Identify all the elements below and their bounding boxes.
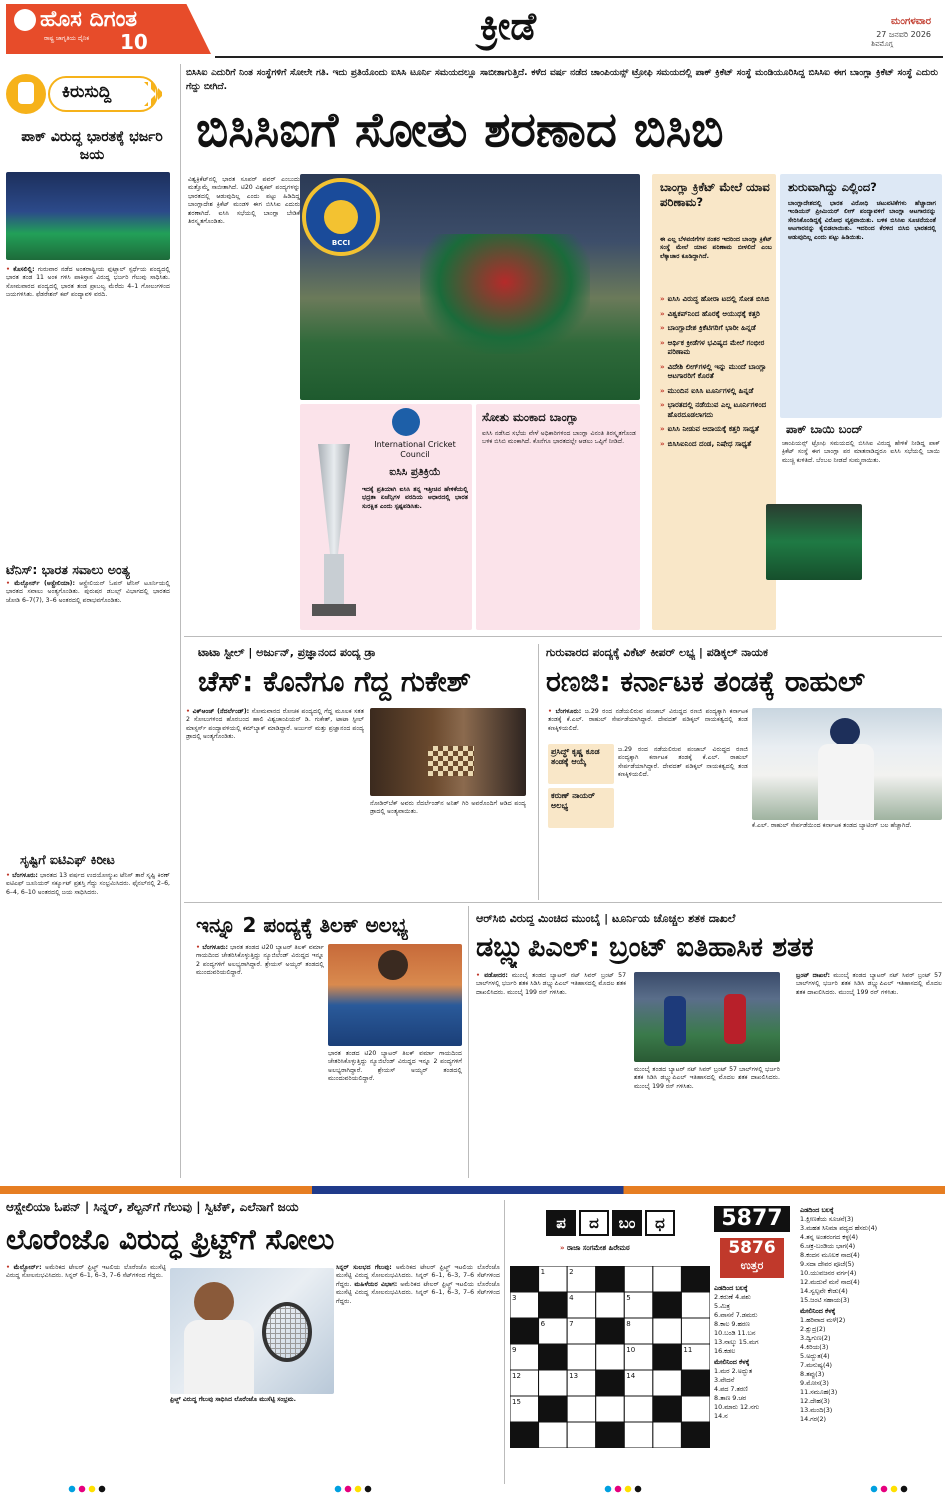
grid-number: 14 — [626, 1372, 636, 1380]
grid-number: 11 — [683, 1346, 693, 1354]
story-text: ಮುಂಬೈ ತಂಡದ ಬ್ಯಾಟರ್ ನಟ್ ಸಿವರ್ ಬ್ರಂಟ್ 57 ಬಾಲ್‌ಗಳಲ್ಲಿ ಭರ್ಜರಿ ಶತಕ ಸಿಡಿಸಿ ಡಬ್ಲ್ಯುಪಿಎಲ್ ಇತಿಹಾಸದಲ್ಲಿ ಮೊದಲ ಶತಕ ದಾಖಲಿಸಿದರು. ಮುಂಬೈ 199 ರನ್ ಗಳಿಸಿತು. — [796, 972, 942, 996]
dateline: ಮೆಲ್ಬೋರ್ನ್ (ಆಸ್ಟ್ರೇಲಿಯಾ): — [14, 580, 75, 587]
grid-cell[interactable] — [624, 1422, 653, 1448]
clue-down: 2.ಕ್ಷುದ್ರ(2) — [800, 1325, 826, 1333]
grid-block-cell — [596, 1422, 625, 1448]
pakistan-team-photo — [766, 504, 862, 580]
grid-block-cell — [539, 1292, 568, 1318]
grid-number: 5 — [626, 1294, 631, 1302]
clues-down-list — [800, 1316, 942, 1424]
logo-text: ಹೊಸ ದಿಗಂತ — [40, 7, 138, 32]
clue-down: 1.ಹರಿವಾದ ಮಳೆ(2) — [800, 1316, 846, 1324]
clues-across-title: ಎಡದಿಂದ ಬಲಕ್ಕೆ — [800, 1206, 834, 1214]
solution-down: 3.ವೇದನೆ — [714, 1376, 735, 1384]
ranji-headline: ರಣಜಿ: ಕರ್ನಾಟಕ ತಂಡಕ್ಕೆ ರಾಹುಲ್ — [546, 665, 866, 698]
clue-down: 8.ತಪ್ಪು(3) — [800, 1370, 825, 1378]
story-text: ಅಮೆರಿಕದ ಟೇಲರ್ ಫ್ರಿಟ್ಜ್ ಇಟಲಿಯ ಲೊರೆಂಜೊ ಮುಸೆಟ್ಟಿ ವಿರುದ್ಧ ಸೋಲನುಭವಿಸಿದರು. ಸಿನ್ನರ್ 6–1, 6–3, 7–6 ಸೆಟ್‌ಗಳಿಂದ ಗೆದ್ದರು. — [336, 1264, 500, 1288]
impact-point-text: ಬಿಸಿಸಿಐನಿಂದ ದಂಡ, ನಿಷೇಧ ಸಾಧ್ಯತೆ — [667, 438, 752, 448]
sol-across-list — [714, 1293, 796, 1356]
puzzle-title-char: ಧ — [645, 1210, 675, 1236]
dateline: ವಡೋದರ: — [484, 972, 508, 979]
tilak-body-2: ಭಾರತ ತಂಡದ ಟಿ20 ಬ್ಯಾಟರ್ ತಿಲಕ್ ವರ್ಮಾ ಗಾಯದಿಂದ ಚೇತರಿಸಿಕೊಳ್ಳುತ್ತಿದ್ದು ನ್ಯೂಜಿಲೆಂಡ್ ವಿರುದ್ಧದ ಇನ್ನೂ 2 ಪಂದ್ಯಗಳಿಗೆ ಅಲಭ್ಯರಾಗಿದ್ದಾರೆ. ಶ್ರೇಯಸ್ ಅಯ್ಯರ್ ತಂಡದಲ್ಲಿ ಮುಂದುವರಿಯಲಿದ್ದಾರೆ. — [328, 1050, 462, 1083]
sotu-box — [476, 404, 640, 630]
clue-down: 7.ಮನುಷ್ಯ(4) — [800, 1361, 833, 1369]
solution-across: 2.ಕರುಣೆ 4.ಪಶು — [714, 1293, 751, 1301]
bullet-arrow-icon: » — [660, 308, 665, 318]
chess-caption: ನೋಡಿರ್‌ಬೆಕ್ ಅವರು ನೆದರ್ಲೆಂಡ್‌ನ ಅನಿಶ್ ಗಿರಿ ಅವರೊಂದಿಗೆ ಆಡಿದ ಪಂದ್ಯ ಡ್ರಾದಲ್ಲಿ ಅಂತ್ಯವಾಯಿತು. — [370, 800, 526, 816]
story-body: • ಕೊಸಲಿಲ್ಲಿ: ಗುರುವಾರ ನಡೆದ ಅಂತರಾಷ್ಟ್ರೀಯ ಫುಟ್ಬಾಲ್ ಸ್ಪರ್ಧೆಯ ಪಂದ್ಯದಲ್ಲಿ ಭಾರತ ತಂಡ 11 ಅಂಕ ಗಳಿಸಿ ಪಾಕಿಸ್ತಾನ ವಿರುದ್ಧ ಭರ್ಜರಿ ಗೆಲುವು ಸಾಧಿಸಿತು. ಸೋಮವಾರದ ಪಂದ್ಯದಲ್ಲಿ ಭಾರತ ತಂಡ ಪ್ರಾಬಲ್ಯ ಮೆರೆದು 4–1 ಗೋಲುಗಳಿಂದ ಜಯಗಳಿಸಿತು. ಫೆಡರೇಶನ್ ಕಪ್ ಪಂದ್ಯಾವಳಿ ವರದಿ. — [6, 266, 170, 299]
ranji-body: • ಬೆಂಗಳೂರು: ಜ.29 ರಂದ ನಡೆಯಲಿರುವ ಪಂಜಾಬ್ ವಿರುದ್ಧದ ರಣಜಿ ಪಂದ್ಯಕ್ಕಾಗಿ ಕರ್ನಾಟಕ ತಂಡಕ್ಕೆ ಕೆ.ಎಲ್. ರಾಹುಲ್ ಸೇರ್ಪಡೆಯಾಗಿದ್ದಾರೆ. ದೇವದತ್ ಪಡಿಕ್ಕಲ್ ನಾಯಕತ್ವದಲ್ಲಿ ತಂಡ ಕಣಕ್ಕಿಳಿಯಲಿದೆ. — [548, 708, 748, 732]
chess-body: • ವಿಕ್‌ಆಂಜ್ (ನೆದರ್ಲೆಂಡ್): ಸೋಮವಾರದ ರೋಚಕ ಪಂದ್ಯದಲ್ಲಿ ಗೆದ್ದ ಮೂಲಕ ಸತತ 2 ಸೋಲುಗಳಿಂದ ಹೊರಬಂದ ಹಾಲಿ ವಿಶ್ವಚಾಂಪಿಯನ್ ಡಿ. ಗುಕೇಶ್, ಟಾಟಾ ಸ್ಟೀಲ್ ಮಾಸ್ಟರ್ಸ್ ಪಂದ್ಯಾವಳಿಯಲ್ಲಿ ಕಮ್‌ಬ್ಯಾಕ್ ಮಾಡಿದ್ದಾರೆ. ಅರ್ಜುನ್ ಮತ್ತು ಪ್ರಜ್ಞಾನಂದ ಪಂದ್ಯ ಡ್ರಾದಲ್ಲಿ ಅಂತ್ಯಗೊಂಡಿತು. — [186, 708, 364, 741]
tilak-photo — [328, 944, 462, 1046]
grid-number: 4 — [569, 1294, 574, 1302]
ranji-kicker: ಗುರುವಾರದ ಪಂದ್ಯಕ್ಕೆ ವಿಕೆಟ್ ಕೀಪರ್ ಲಭ್ಯ | ಪಡಿಕ್ಕಲ್ ನಾಯಕ — [546, 646, 769, 659]
clue-across: 6.ಚಕ್ರ-ಬಂಡಿಯ ಭಾಗ(4) — [800, 1242, 856, 1250]
impact-point-text: ಬಾಂಗ್ಲಾದೇಶ ಕ್ರಿಕೆಟಿಗರಿಗೆ ಭಾರೀ ಹಿನ್ನಡೆ — [667, 323, 756, 332]
bcci-logo-text: BCCI — [331, 239, 351, 247]
grid-number: 10 — [626, 1346, 636, 1354]
pak-heading: ಪಾಕ್ ಬಾಯಿ ಬಂದ್ — [786, 422, 863, 436]
puzzle-title — [546, 1210, 682, 1236]
clue-down: 11.ಸಮೂಹ(3) — [800, 1388, 838, 1396]
story-text: ಸೋಮವಾರದ ರೋಚಕ ಪಂದ್ಯದಲ್ಲಿ ಗೆದ್ದ ಮೂಲಕ ಸತತ 2 ಸೋಲುಗಳಿಂದ ಹೊರಬಂದ ಹಾಲಿ ವಿಶ್ವಚಾಂಪಿಯನ್ ಡಿ. ಗುಕೇಶ್, ಟಾಟಾ ಸ್ಟೀಲ್ ಮಾಸ್ಟರ್ಸ್ ಪಂದ್ಯಾವಳಿಯಲ್ಲಿ ಕಮ್‌ಬ್ಯಾಕ್ ಮಾಡಿದ್ದಾರೆ. ಅರ್ಜುನ್ ಮತ್ತು ಪ್ರಜ್ಞಾನಂದ ಪಂದ್ಯ ಡ್ರಾದಲ್ಲಿ ಅಂತ್ಯಗೊಂಡಿತು. — [186, 708, 364, 741]
wpl-kicker: ಆರ್‌ಸಿಬಿ ವಿರುದ್ಧ ಮಿಂಚಿದ ಮುಂಬೈ | ಟೂರ್ನಿಯ ಚೊಚ್ಚಲ ಶತಕ ದಾಖಲೆ — [476, 912, 736, 925]
grid-cell[interactable] — [567, 1422, 596, 1448]
story-headline: ಟೆನಿಸ್: ಭಾರತ ಸವಾಲು ಅಂತ್ಯ — [6, 562, 130, 577]
puzzle-title-char: ಬಂ — [612, 1210, 642, 1236]
puzzle-title-chars — [546, 1210, 682, 1236]
bullet-arrow-icon: » — [660, 400, 665, 409]
impact-point — [660, 338, 774, 357]
impact-point-text: ಐಸಿಸಿ ನೀಡುವ ಆದಾಯಕ್ಕೆ ಕತ್ತರಿ ಸಾಧ್ಯತೆ — [667, 424, 759, 433]
impact-point — [660, 323, 774, 333]
grid-cell[interactable] — [596, 1292, 625, 1318]
masthead-day: ಮಂಗಳವಾರ — [890, 16, 931, 27]
ranji-box-1 — [548, 744, 614, 784]
story-text: ಭಾರತ ತಂಡದ ಟಿ20 ಬ್ಯಾಟರ್ ತಿಲಕ್ ವರ್ಮಾ ಗಾಯದಿಂದ ಚೇತರಿಸಿಕೊಳ್ಳುತ್ತಿದ್ದು ನ್ಯೂಜಿಲೆಂಡ್ ವಿರುದ್ಧದ ಇನ್ನೂ 2 ಪಂದ್ಯಗಳಿಗೆ ಅಲಭ್ಯರಾಗಿದ್ದಾರೆ. ಶ್ರೇಯಸ್ ಅಯ್ಯರ್ ತಂಡದಲ್ಲಿ ಮುಂದುವರಿಯಲಿದ್ದಾರೆ. — [196, 944, 324, 977]
grid-number: 13 — [569, 1372, 579, 1380]
bullet-arrow-icon: » — [660, 337, 665, 347]
grid-block-cell — [653, 1292, 682, 1318]
icc-body: ಇದಕ್ಕೆ ಪ್ರತಿಯಾಗಿ ಐಸಿಸಿ ತನ್ನ ಇತ್ತೀಚಿನ ಹೇಳಿಕೆಯಲ್ಲಿ ಭದ್ರತಾ ಏಜೆನ್ಸಿಗಳ ವರದಿಯ ಆಧಾರದಲ್ಲಿ ಭಾರತ ಸುರಕ್ಷಿತ ಎಂದು ಸ್ಪಷ್ಟಪಡಿಸಿತು. — [362, 486, 468, 510]
kirusuddi-column — [4, 64, 176, 1178]
grid-number: 8 — [626, 1320, 631, 1328]
grid-block-cell — [596, 1318, 625, 1344]
pak-body-top: ಚಾಂಪಿಯನ್ಸ್ ಟ್ರೋಫಿ ಸಮಯದಲ್ಲಿ ಬಿಸಿಸಿಐ ವಿರುದ್ಧ ಹೇಳಿಕೆ ನೀಡಿದ್ದ ಪಾಕ್ ಕ್ರಿಕೆಟ್ ಸಂಸ್ಥೆ ಈಗ ಬಾಂಗ್ಲಾ ಪರ ಮಾತನಾಡಿದ್ದರೂ ಐಸಿಸಿ ಸಭೆಯಲ್ಲಿ ಬಾಯಿ ಮುಚ್ಚಿ ಕುಳಿತಿದೆ. ಬೆಂಬಲ ನೀಡದೆ ಸುಮ್ಮನಾಯಿತು. — [782, 440, 940, 464]
tennis-body: • ಮೆಲ್ಬೋರ್ನ್: ಅಮೆರಿಕದ ಟೇಲರ್ ಫ್ರಿಟ್ಜ್ ಇಟಲಿಯ ಲೊರೆಂಜೊ ಮುಸೆಟ್ಟಿ ವಿರುದ್ಧ ಸೋಲನುಭವಿಸಿದರು. ಸಿನ್ನರ್ 6–1, 6–3, 7–6 ಸೆಟ್‌ಗಳಿಂದ ಗೆದ್ದರು. — [6, 1264, 166, 1280]
impact-point-text: ವಿದೇಶಿ ಲೀಗ್‌ಗಳಲ್ಲಿ ಇನ್ನು ಮುಂದೆ ಬಾಂಗ್ಲಾ ಆಟಗಾರರಿಗೆ ಕೊರತೆ — [667, 361, 767, 380]
solution-across: 6.ವಾಸನೆ 7.ಡಮರು — [714, 1311, 758, 1319]
clue-across: 9.ಸದಾ ದೇವರ ಪೂಜೆ(5) — [800, 1260, 855, 1268]
clue-across: 15.ಜಂಟಿ ಸಹಾಯ(3) — [800, 1296, 850, 1304]
rahul-photo — [752, 708, 942, 820]
section-title: ಕ್ರೀಡೆ — [480, 4, 537, 48]
wpl-subhead: ಬ್ರಂಟ್ ದಾಖಲೆ: — [796, 972, 831, 979]
grid-cell[interactable] — [681, 1318, 710, 1344]
ranji-box-2 — [548, 788, 614, 828]
grid-block-cell — [539, 1344, 568, 1370]
solution-down: 8.ತಾಣ 9.ಚರ — [714, 1394, 747, 1402]
clue-across: 14.ಸ್ವಲ್ಪವೇ ಕೇಡು(4) — [800, 1287, 848, 1295]
grid-number: 15 — [512, 1398, 521, 1406]
solution-down: 14.ನ — [714, 1412, 728, 1420]
icc-heading: ಐಸಿಸಿ ಪ್ರತಿಕ್ರಿಯೆ — [389, 466, 441, 478]
grid-block-cell — [596, 1266, 625, 1292]
chess-kicker: ಟಾಟಾ ಸ್ಟೀಲ್ | ಅರ್ಜುನ್, ಪ್ರಜ್ಞಾನಂದ ಪಂದ್ಯ ಡ್ರಾ — [198, 646, 376, 659]
dateline: ಮೆಲ್ಬೋರ್ನ್: — [13, 1264, 42, 1271]
impact-point-text: ಮುಂದಿನ ಐಸಿಸಿ ಟೂರ್ನಿಗಳಲ್ಲಿ ಹಿನ್ನಡೆ — [667, 385, 754, 395]
solution-across: 8.ಕಾಲ 9.ಹರಣ — [714, 1320, 750, 1328]
solution-down: 4.ಪದ 7.ತರಣಿ — [714, 1385, 748, 1393]
sol-across-title: ಎಡದಿಂದ ಬಲಕ್ಕೆ — [714, 1284, 748, 1292]
dateline: ಬೆಂಗಳೂರು: — [12, 872, 38, 879]
tennis-caption: ಫ್ರಿಟ್ಜ್ ವಿರುದ್ಧ ಗೆಲುವು ಸಾಧಿಸಿದ ಲೊರೆಂಜೊ ಮುಸೆಟ್ಟಿ ಸಂಭ್ರಮ. — [170, 1396, 296, 1403]
impact-point — [660, 362, 774, 381]
grid-block-cell — [681, 1370, 710, 1396]
dateline: ಬೆಂಗಳೂರು: — [555, 708, 582, 715]
clue-down: 12.ದೇಹ(3) — [800, 1397, 830, 1405]
puzzle-title-char: ದ — [579, 1210, 609, 1236]
solution-down: 1.ಮರ 2.ಅದ್ಭುತ — [714, 1367, 753, 1375]
clue-across: 12.ಮದುವೆ ಮನೆ ನಾದ(4) — [800, 1278, 860, 1286]
story-text: ಗುರುವಾರ ನಡೆದ ಅಂತರಾಷ್ಟ್ರೀಯ ಫುಟ್ಬಾಲ್ ಸ್ಪರ್ಧೆಯ ಪಂದ್ಯದಲ್ಲಿ ಭಾರತ ತಂಡ 11 ಅಂಕ ಗಳಿಸಿ ಪಾಕಿಸ್ತಾನ ವಿರುದ್ಧ ಭರ್ಜರಿ ಗೆಲುವು ಸಾಧಿಸಿತು. ಸೋಮವಾರದ ಪಂದ್ಯದಲ್ಲಿ ಭಾರತ ತಂಡ ಪ್ರಾಬಲ್ಯ ಮೆರೆದು 4–1 ಗೋಲುಗಳಿಂದ ಜಯಗಳಿಸಿತು. ಫೆಡರೇಶನ್ ಕಪ್ ಪಂದ್ಯಾವಳಿ ವರದಿ. — [6, 266, 170, 299]
grid-cell[interactable] — [567, 1344, 596, 1370]
impact-heading: ಬಾಂಗ್ಲಾ ಕ್ರಿಕೆಟ್ ಮೇಲೆ ಯಾವ ಪರಿಣಾಮ? — [660, 180, 770, 209]
sol-down-list — [714, 1367, 796, 1421]
sotu-body: ಐಸಿಸಿ ನಡೆಸಿದ ಸಭೆಯ ವೇಳೆ ಅಧಿಕಾರಿಗಳಿಂದ ಬಾಂಗ್ಲಾ ವಿನಂತಿ ತಿರಸ್ಕೃತಗೊಂಡ ಬಳಿಕ ಬಿಸಿಬಿ ಮಂಕಾಗಿದೆ. ಕೊನೆಗೂ ಭಾರತದಲ್ಲೇ ಆಡಲು ಒಪ್ಪಿಗೆ ನೀಡಿದೆ. — [482, 430, 636, 446]
grid-cell[interactable] — [653, 1370, 682, 1396]
story-text: ಮುಂಬೈ ತಂಡದ ಬ್ಯಾಟರ್ ನಟ್ ಸಿವರ್ ಬ್ರಂಟ್ 57 ಬಾಲ್‌ಗಳಲ್ಲಿ ಭರ್ಜರಿ ಶತಕ ಸಿಡಿಸಿ ಡಬ್ಲ್ಯುಪಿಎಲ್ ಇತಿಹಾಸದಲ್ಲಿ ಮೊದಲ ಶತಕ ದಾಖಲಿಸಿದರು. ಮುಂಬೈ 199 ರನ್ ಗಳಿಸಿತು. — [476, 972, 626, 996]
grid-block-cell — [510, 1422, 539, 1448]
origin-box — [780, 174, 942, 418]
story-body: • ಮೆಲ್ಬೋರ್ನ್ (ಆಸ್ಟ್ರೇಲಿಯಾ): ಆಸ್ಟ್ರೇಲಿಯನ್ ಓಪನ್ ಟೆನಿಸ್ ಟೂರ್ನಿಯಲ್ಲಿ ಭಾರತದ ಸವಾಲು ಅಂತ್ಯಗೊಂಡಿತು. ಪುರುಷರ ಡಬಲ್ಸ್ ವಿಭಾಗದಲ್ಲಿ ಭಾರತದ ಜೋಡಿ 6–7(7), 3–6 ಅಂತರದಲ್ಲಿ ಪರಾಭವಗೊಂಡಿತು. — [6, 580, 170, 604]
ranji-caption: ಕೆ.ಎಲ್. ರಾಹುಲ್ ಸೇರ್ಪಡೆಯಿಂದ ಕರ್ನಾಟಕ ತಂಡದ ಬ್ಯಾಟಿಂಗ್ ಬಲ ಹೆಚ್ಚಾಗಿದೆ. — [752, 822, 912, 829]
impact-intro: ಈ ಎಲ್ಲ ಬೆಳವಣಿಗೆಗಳ ನಂತರ ಇದರಿಂದ ಬಾಂಗ್ಲಾ ಕ್ರಿಕೆಟ್ ಸಂಸ್ಥೆ ಮೇಲೆ ಯಾವ ಪರಿಣಾಮ ಬೀಳಲಿದೆ ಎಂಬ ಲೆಕ್ಕಾಚಾರ ಕೂಡಿದ್ದಾಗಿದೆ. — [660, 236, 772, 260]
grid-block-cell — [539, 1396, 568, 1422]
team-photo — [6, 172, 170, 260]
impact-point — [660, 400, 774, 419]
clue-down: 9.ಮೋಸ(3) — [800, 1379, 829, 1387]
solution-across: 13.ನಾಲ್ಕು 15.ಮಗ — [714, 1338, 759, 1346]
dateline: ಬೆಂಗಳೂರು: — [202, 944, 228, 951]
grid-block-cell — [510, 1266, 539, 1292]
origin-heading: ಶುರುವಾಗಿದ್ದು ಎಲ್ಲಿಂದ? — [788, 180, 877, 194]
clue-down: 14.ಗರ(2) — [800, 1415, 827, 1423]
clue-down: 3.ದ್ವಿಗುಣ(2) — [800, 1334, 831, 1342]
crossword-grid — [510, 1266, 710, 1448]
logo-emblem-icon — [14, 9, 36, 31]
grid-cell[interactable] — [681, 1292, 710, 1318]
grid-block-cell — [653, 1344, 682, 1370]
grid-number: 1 — [540, 1268, 546, 1276]
solution-down: 10.ಮಾರು 12.ನಗು — [714, 1403, 760, 1411]
sotu-heading: ಸೋತು ಮಂಕಾದ ಬಾಂಗ್ಲಾ — [482, 410, 579, 424]
clue-across: 8.ಕಂದನ ಮೂಲಕ ನಾದ(4) — [800, 1251, 860, 1259]
clue-down: 5.ಅದ್ಭುತ(4) — [800, 1352, 830, 1360]
story-headline: ಪಾಕ್ ವಿರುದ್ಧ ಭಾರತಕ್ಕೆ ಭರ್ಜರಿ ಜಯ — [21, 129, 163, 163]
logo-tagline: ರಾಷ್ಟ್ರ ಜಾಗೃತಿಯ ದೈನಿಕ — [44, 35, 90, 42]
impact-box — [652, 174, 776, 630]
masthead-city: ಶಿವಮೊಗ್ಗ — [871, 40, 893, 48]
trophy-icon — [308, 444, 360, 624]
color-strip — [0, 1186, 945, 1194]
registration-marks — [0, 1484, 945, 1494]
wpl-headline: ಡಬ್ಲ್ಯುಪಿಎಲ್: ಬ್ರಂಟ್ ಐತಿಹಾಸಿಕ ಶತಕ — [476, 932, 814, 963]
ranji-box-1-text: ಪ್ರಸಿದ್ಧ್ ಕೃಷ್ಣ ಕೂಡ ತಂಡಕ್ಕೆ ಆಯ್ಕೆ — [551, 747, 600, 766]
tilak-body: • ಬೆಂಗಳೂರು: ಭಾರತ ತಂಡದ ಟಿ20 ಬ್ಯಾಟರ್ ತಿಲಕ್ ವರ್ಮಾ ಗಾಯದಿಂದ ಚೇತರಿಸಿಕೊಳ್ಳುತ್ತಿದ್ದು ನ್ಯೂಜಿಲೆಂಡ್ ವಿರುದ್ಧದ ಇನ್ನೂ 2 ಪಂದ್ಯಗಳಿಗೆ ಅಲಭ್ಯರಾಗಿದ್ದಾರೆ. ಶ್ರೇಯಸ್ ಅಯ್ಯರ್ ತಂಡದಲ್ಲಿ ಮುಂದುವರಿಯಲಿದ್ದಾರೆ. — [196, 944, 324, 977]
clue-across: 10.ಯುವಜನರ ವರ್ಗ(4) — [800, 1269, 857, 1277]
clue-down: 13.ಮಂದಿ(3) — [800, 1406, 833, 1414]
puzzle-subtitle: » ರಾಜಾ ಸಂಗಮೇಶ ಹಿರೇಮಠ — [560, 1244, 630, 1252]
grid-cell[interactable] — [624, 1266, 653, 1292]
racket-icon — [262, 1302, 312, 1362]
clues-block — [800, 1206, 942, 1482]
grid-block-cell — [653, 1396, 682, 1422]
origin-body: ಬಾಂಗ್ಲಾದೇಶದಲ್ಲಿ ಭಾರತ ವಿರೋಧಿ ಚಟುವಟಿಕೆಗಳು ಹೆಚ್ಚಾದಾಗ ಇಂಡಿಯನ್ ಪ್ರೀಮಿಯರ್ ಲೀಗ್ ಪಂದ್ಯಾವಳಿಗೆ ಬಾಂಗ್ಲಾ ಆಟಗಾರನನ್ನು ಸೇರಿಸಿಕೊಂಡಿದ್ದಕ್ಕೆ ವಿರೋಧ ವ್ಯಕ್ತವಾಯಿತು. ಬಳಿಕ ಬಿಸಿಸಿಐ ಸೂಚನೆಯಂತೆ ಆಟಗಾರನನ್ನು ಕೈಬಿಡಲಾಯಿತು. ಇದರಿಂದ ಕೆರಳಿದ ಬಿಸಿಬಿ ಭಾರತದಲ್ಲಿ ಆಡುವುದಿಲ್ಲ ಎಂದು ಪಟ್ಟು ಹಿಡಿಯಿತು. — [788, 200, 936, 241]
wpl-photo — [634, 972, 780, 1062]
story-body: • ಬೆಂಗಳೂರು: ಭಾರತದ 13 ವರ್ಷದ ಉದಯೋನ್ಮುಖ ಟೆನಿಸ್ ತಾರೆ ಸೃಷ್ಟಿ ಕಿರಣ್ ಐಟಿಎಫ್ ಜೂನಿಯರ್ ಸರ್ಕ್ಯೂಟ್ ಪ್ರಶಸ್ತಿ ಗೆದ್ದು ಸಂಭ್ರಮಿಸಿದರು. ಫೈನಲ್‌ನಲ್ಲಿ 2–6, 6–4, 6–10 ಅಂತರದಲ್ಲಿ ಜಯ ಸಾಧಿಸಿದರು. — [6, 872, 170, 896]
grid-cell[interactable] — [681, 1396, 710, 1422]
story-text: ಆಸ್ಟ್ರೇಲಿಯನ್ ಓಪನ್ ಟೆನಿಸ್ ಟೂರ್ನಿಯಲ್ಲಿ ಭಾರತದ ಸವಾಲು ಅಂತ್ಯಗೊಂಡಿತು. ಪುರುಷರ ಡಬಲ್ಸ್ ವಿಭಾಗದಲ್ಲಿ ಭಾರತದ ಜೋಡಿ 6–7(7), 3–6 ಅಂತರದಲ್ಲಿ ಪರಾಭವಗೊಂಡಿತು. — [6, 580, 170, 604]
grid-cell[interactable] — [539, 1370, 568, 1396]
clues-across-list — [800, 1215, 942, 1305]
impact-point-text: ಆರ್ಥಿಕ ಕ್ರೀಡೆಗಳ ಭವಿಷ್ಯದ ಮೇಲೆ ಗಂಭೀರ ಪರಿಣಾಮ — [667, 337, 765, 356]
tilak-headline: ಇನ್ನೂ 2 ಪಂದ್ಯಕ್ಕೆ ತಿಲಕ್ ಅಲಭ್ಯ — [196, 913, 409, 937]
grid-cell[interactable] — [653, 1266, 682, 1292]
tennis-photo — [170, 1268, 334, 1394]
grid-cell[interactable] — [539, 1422, 568, 1448]
story-text: ಭಾರತದ 13 ವರ್ಷದ ಉದಯೋನ್ಮುಖ ಟೆನಿಸ್ ತಾರೆ ಸೃಷ್ಟಿ ಕಿರಣ್ ಐಟಿಎಫ್ ಜೂನಿಯರ್ ಸರ್ಕ್ಯೂಟ್ ಪ್ರಶಸ್ತಿ ಗೆದ್ದು ಸಂಭ್ರಮಿಸಿದರು. ಫೈನಲ್‌ನಲ್ಲಿ 2–6, 6–4, 6–10 ಅಂತರದಲ್ಲಿ ಜಯ ಸಾಧಿಸಿದರು. — [6, 872, 170, 896]
grid-block-cell — [510, 1318, 539, 1344]
prev-answer-label: ಉತ್ತರ — [740, 1259, 764, 1272]
tennis-subhead: ಸಿನ್ನರ್ ಸುಲಭದ ಗೆಲುವು: — [336, 1264, 392, 1271]
bullet-arrow-icon: » — [660, 294, 665, 303]
ranji-body-2: ಜ.29 ರಂದ ನಡೆಯಲಿರುವ ಪಂಜಾಬ್ ವಿರುದ್ಧದ ರಣಜಿ ಪಂದ್ಯಕ್ಕಾಗಿ ಕರ್ನಾಟಕ ತಂಡಕ್ಕೆ ಕೆ.ಎಲ್. ರಾಹುಲ್ ಸೇರ್ಪಡೆಯಾಗಿದ್ದಾರೆ. ದೇವದತ್ ಪಡಿಕ್ಕಲ್ ನಾಯಕತ್ವದಲ್ಲಿ ತಂಡ ಕಣಕ್ಕಿಳಿಯಲಿದೆ. — [618, 746, 748, 779]
wpl-body-3 — [796, 972, 942, 1176]
story-text: ಅಮೆರಿಕದ ಟೇಲರ್ ಫ್ರಿಟ್ಜ್ ಇಟಲಿಯ ಲೊರೆಂಜೊ ಮುಸೆಟ್ಟಿ ವಿರುದ್ಧ ಸೋಲನುಭವಿಸಿದರು. ಸಿನ್ನರ್ 6–1, 6–3, 7–6 ಸೆಟ್‌ಗಳಿಂದ ಗೆದ್ದರು. — [6, 1264, 166, 1280]
impact-list — [660, 294, 774, 453]
grid-number: 7 — [569, 1320, 574, 1328]
bullet-arrow-icon: » — [660, 385, 665, 395]
bullet-arrow-icon: » — [660, 424, 665, 433]
chess-photo — [370, 708, 526, 796]
solution-block — [714, 1284, 796, 1480]
masthead — [0, 0, 945, 58]
story-text: ಜ.29 ರಂದ ನಡೆಯಲಿರುವ ಪಂಜಾಬ್ ವಿರುದ್ಧದ ರಣಜಿ ಪಂದ್ಯಕ್ಕಾಗಿ ಕರ್ನಾಟಕ ತಂಡಕ್ಕೆ ಕೆ.ಎಲ್. ರಾಹುಲ್ ಸೇರ್ಪಡೆಯಾಗಿದ್ದಾರೆ. ದೇವದತ್ ಪಡಿಕ್ಕಲ್ ನಾಯಕತ್ವದಲ್ಲಿ ತಂಡ ಕಣಕ್ಕಿಳಿಯಲಿದೆ. — [548, 708, 748, 732]
masthead-date: 27 ಜನವರಿ 2026 — [876, 30, 931, 39]
impact-point — [660, 424, 774, 434]
clue-across: 4.ತನ್ನ ಅಂತರಂಗದ ಕಳ್ಳ(4) — [800, 1233, 858, 1241]
grid-cell[interactable] — [653, 1318, 682, 1344]
bcci-logo — [302, 178, 380, 256]
clue-across: 3.ಮಹತ ಸಿನಿಮಾ ಪದ್ಯದ ಹೆಸರು(4) — [800, 1224, 878, 1232]
icc-box — [300, 404, 472, 630]
puzzle-title-char: ಪ — [546, 1210, 576, 1236]
grid-number: 6 — [540, 1320, 546, 1328]
grid-number: 3 — [512, 1294, 517, 1302]
puzzle-setter: ರಾಜಾ ಸಂಗಮೇಶ ಹಿರೇಮಠ — [566, 1244, 630, 1252]
icc-logo-title: International Cricket Council — [374, 440, 456, 459]
grid-block-cell — [681, 1266, 710, 1292]
prev-puzzle-number: 5876 — [728, 1238, 776, 1258]
solution-across: 5.ಮಿತ್ರ — [714, 1302, 730, 1310]
clue-down: 4.ಕಿರಿಯ(3) — [800, 1343, 829, 1351]
impact-point — [660, 439, 774, 449]
grid-number: 12 — [512, 1372, 521, 1380]
puzzle-number: 5877 — [714, 1206, 790, 1232]
tennis-kicker: ಆಸ್ಟ್ರೇಲಿಯಾ ಓಪನ್ | ಸಿನ್ನರ್, ಶೆಲ್ಟನ್‌ಗೆ ಗೆಲುವು | ಸ್ವಿಟೆಕ್, ಎಲೆನಾಗೆ ಜಯ — [6, 1200, 299, 1214]
kirusuddi-label: ಕಿರುಸುದ್ದಿ — [62, 82, 112, 102]
impact-point-text: ಐಸಿಸಿ ವಿರುದ್ಧ ಹೋರಾ ಟದಲ್ಲಿ ಸೋತ ಬಿಸಿಬಿ — [667, 294, 770, 303]
impact-point — [660, 386, 774, 396]
kirusuddi-banner — [4, 68, 172, 122]
grid-cell[interactable] — [596, 1396, 625, 1422]
grid-block-cell — [681, 1422, 710, 1448]
grid-number: 2 — [569, 1268, 574, 1276]
grid-cell[interactable] — [596, 1344, 625, 1370]
grid-cell[interactable] — [624, 1396, 653, 1422]
lead-kicker: ಬಿಸಿಸಿಐ ಎದುರಿಗೆ ನಿಂತ ಸಂಸ್ಥೆಗಳಿಗೆ ಸೋಲೇ ಗತಿ. ಇದು ಪ್ರತಿಯೊಂದು ಐಸಿಸಿ ಟೂರ್ನಿ ಸಮಯದಲ್ಲೂ ಸಾಬೀತಾಗುತ್ತಿದೆ. ಕಳೆದ ವರ್ಷ ನಡೆದ ಚಾಂಪಿಯನ್ಸ್ ಟ್ರೋಫಿ ಸಮಯದಲ್ಲಿ ಪಾಕ್ ಕ್ರಿಕೆಟ್ ಸಂಸ್ಥೆ ಮಂಡಿಯೂರಿಸಿದ್ದ ಬಿಸಿಸಿಐ ಈಗ ಬಾಂಗ್ಲಾ ಕ್ರಿಕೆಟ್ ಸಂಸ್ಥೆ ಎದುರು ಗೆದ್ದು ಬೀಗಿದೆ. — [186, 68, 938, 92]
thumbs-icon — [18, 82, 34, 104]
clue-across: 1.ಕ್ಷೀಣತೆಯ ಸೂಚನೆ(3) — [800, 1215, 854, 1223]
wpl-body: • ವಡೋದರ: ಮುಂಬೈ ತಂಡದ ಬ್ಯಾಟರ್ ನಟ್ ಸಿವರ್ ಬ್ರಂಟ್ 57 ಬಾಲ್‌ಗಳಲ್ಲಿ ಭರ್ಜರಿ ಶತಕ ಸಿಡಿಸಿ ಡಬ್ಲ್ಯುಪಿಎಲ್ ಇತಿಹಾಸದಲ್ಲಿ ಮೊದಲ ಶತಕ ದಾಖಲಿಸಿದರು. ಮುಂಬೈ 199 ರನ್ ಗಳಿಸಿತು. — [476, 972, 626, 996]
impact-point — [660, 294, 774, 304]
grid-cell[interactable] — [653, 1422, 682, 1448]
solution-across: 16.ಕಡಲ — [714, 1347, 736, 1355]
clues-down-title: ಮೇಲಿನಿಂದ ಕೆಳಕ್ಕೆ — [800, 1307, 836, 1315]
bullet-arrow-icon: » — [660, 323, 665, 332]
prev-answer-badge — [720, 1238, 784, 1278]
wpl-body-2: ಮುಂಬೈ ತಂಡದ ಬ್ಯಾಟರ್ ನಟ್ ಸಿವರ್ ಬ್ರಂಟ್ 57 ಬಾಲ್‌ಗಳಲ್ಲಿ ಭರ್ಜರಿ ಶತಕ ಸಿಡಿಸಿ ಡಬ್ಲ್ಯುಪಿಎಲ್ ಇತಿಹಾಸದಲ್ಲಿ ಮೊದಲ ಶತಕ ದಾಖಲಿಸಿದರು. ಮುಂಬೈ 199 ರನ್ ಗಳಿಸಿತು. — [634, 1066, 780, 1090]
page-number: 10 — [120, 30, 148, 54]
dateline: ಕೊಸಲಿಲ್ಲಿ: — [13, 266, 35, 273]
story-text: ಅಮೆರಿಕದ ಟೇಲರ್ ಫ್ರಿಟ್ಜ್ ಇಟಲಿಯ ಲೊರೆಂಜೊ ಮುಸೆಟ್ಟಿ ವಿರುದ್ಧ ಸೋಲನುಭವಿಸಿದರು. ಸಿನ್ನರ್ 6–1, 6–3, 7–6 ಸೆಟ್‌ಗಳಿಂದ ಗೆದ್ದರು. — [336, 1280, 500, 1305]
grid-block-cell — [596, 1370, 625, 1396]
bullet-arrow-icon: » — [660, 438, 665, 448]
tennis-body-2 — [336, 1264, 500, 1480]
crossword-grid-svg[interactable] — [510, 1266, 710, 1448]
tennis-headline: ಲೊರೆಂಜೊ ವಿರುದ್ಧ ಫ್ರಿಟ್ಜ್‌ಗೆ ಸೋಲು — [6, 1223, 335, 1256]
dateline: ವಿಕ್‌ಆಂಜ್ (ನೆದರ್ಲೆಂಡ್): — [192, 708, 250, 715]
grid-number: 9 — [512, 1346, 517, 1354]
grid-cell[interactable] — [567, 1396, 596, 1422]
ranji-box-2-text: ಕರುಣ್ ನಾಯರ್ ಅಲಭ್ಯ — [551, 791, 595, 810]
tennis-subhead: ಮಹಿಳೆಯರ ವಿಭಾಗ: — [354, 1280, 398, 1288]
impact-point-text: ಭಾರತದಲ್ಲಿ ನಡೆಯುವ ಎಲ್ಲ ಟೂರ್ನಿಗಳಿಂದ ಹೊರದೂಡಲಾಗದು — [667, 400, 767, 419]
lead-headline: ಬಿಸಿಸಿಐಗೆ ಸೋತು ಶರಣಾದ ಬಿಸಿಬಿ — [196, 102, 724, 158]
bullet-arrow-icon: » — [660, 361, 665, 371]
lead-body: ವಿಶ್ವಕ್ರಿಕೆಟ್‌ನಲ್ಲಿ ಭಾರತ ಸೂಪರ್ ಪವರ್ ಎಂಬುದು ಮತ್ತೊಮ್ಮೆ ಸಾಬೀತಾಗಿದೆ. ಟಿ20 ವಿಶ್ವಕಪ್ ಪಂದ್ಯಗಳನ್ನು ಭಾರತದಲ್ಲಿ ಆಡುವುದಿಲ್ಲ ಎಂದು ಪಟ್ಟು ಹಿಡಿದಿದ್ದ ಬಾಂಗ್ಲಾದೇಶ ಕ್ರಿಕೆಟ್ ಮಂಡಳಿ ಈಗ ಬಿಸಿಸಿಐ ಎದುರು ಶರಣಾಗಿದೆ. ಐಸಿಸಿ ಸಭೆಯಲ್ಲಿ ಬಾಂಗ್ಲಾ ಬೇಡಿಕೆ ತಿರಸ್ಕೃತಗೊಂಡಿತು. — [188, 176, 300, 226]
sol-down-title: ಮೇಲಿನಿಂದ ಕೆಳಕ್ಕೆ — [714, 1358, 750, 1366]
story-headline: ಸೃಷ್ಟಿಗೆ ಐಟಿಎಫ್ ಕಿರೀಟ — [20, 852, 115, 867]
solution-across: 10.ಬಂಡಿ 11.ಬನ — [714, 1329, 756, 1337]
icc-logo — [392, 408, 420, 436]
chess-headline: ಚೆಸ್: ಕೊನೆಗೂ ಗೆದ್ದ ಗುಕೇಶ್ — [198, 665, 472, 698]
impact-point — [660, 309, 774, 319]
impact-point-text: ವಿಶ್ವಕಪ್‌ನಿಂದ ಹೊರಕ್ಕೆ ಆಯುಧಕ್ಕೆ ಕತ್ತರಿ — [667, 308, 760, 318]
